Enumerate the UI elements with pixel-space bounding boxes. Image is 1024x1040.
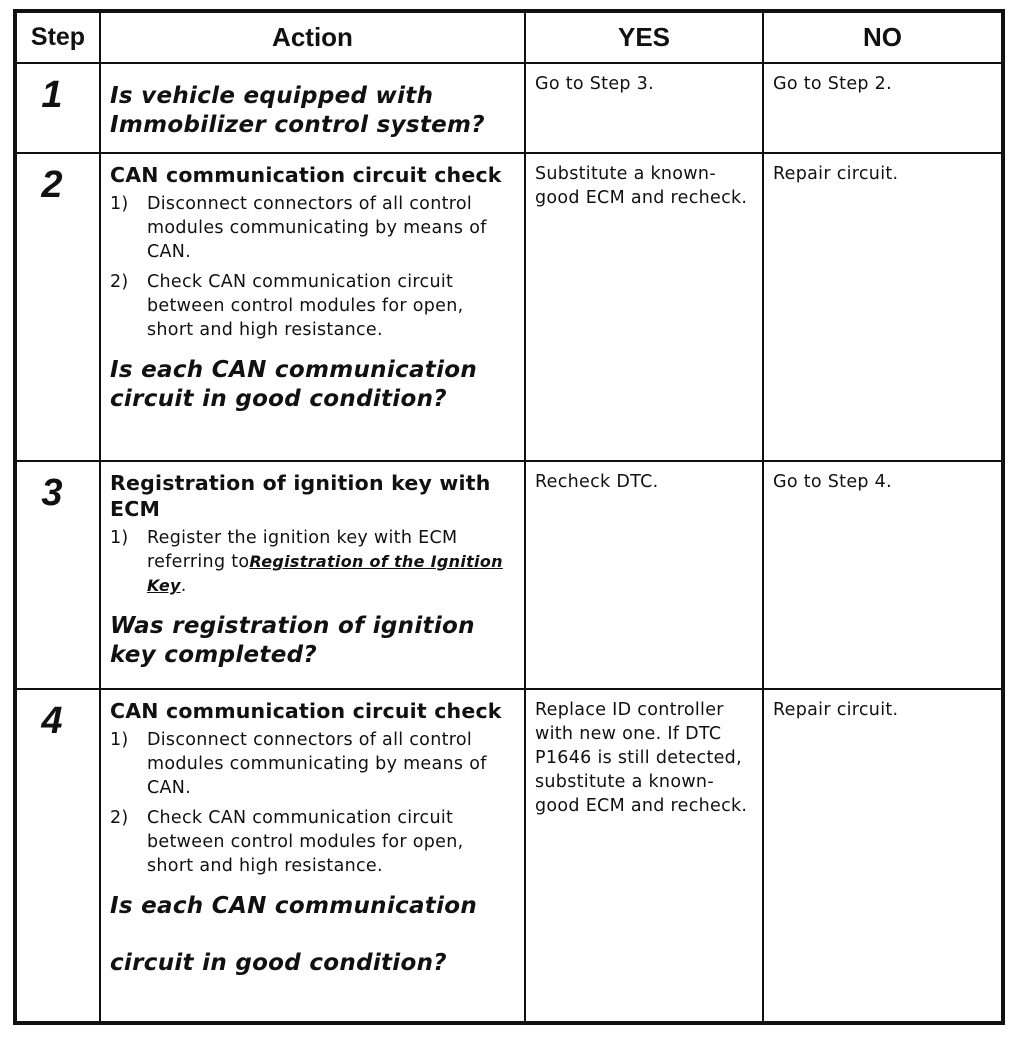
header-action: Action (100, 11, 525, 63)
table-row (15, 153, 1003, 461)
substep-text: Check CAN communication circuit between control modules for open, short and high resistance. (147, 808, 464, 876)
question-line-1: Is each CAN communication (110, 893, 478, 919)
substep-text: Register the ignition key with ECM referring to (147, 528, 458, 572)
substep-item (110, 806, 514, 878)
substep-text: Disconnect connectors of all control modules communicating by means of CAN. (147, 194, 487, 262)
question-line-2: circuit in good condition? (110, 950, 447, 976)
step-cell (15, 689, 100, 1023)
step-number: 2 (41, 164, 63, 206)
action-title: Registration of ignition key with ECM (110, 471, 491, 521)
no-cell (763, 689, 1003, 1023)
header-no: NO (763, 11, 1003, 63)
substep-number: 1) (110, 528, 129, 548)
yes-text: Substitute a known-good ECM and recheck. (535, 164, 748, 208)
no-text: Go to Step 4. (773, 472, 892, 492)
yes-text: Replace ID controller with new one. If DTC P1646 is still detected, substitute a known-good ECM and recheck. (535, 700, 748, 816)
yes-cell (525, 689, 763, 1023)
step-cell (15, 461, 100, 689)
header-yes: YES (525, 11, 763, 63)
yes-cell (525, 63, 763, 153)
no-cell (763, 153, 1003, 461)
no-cell (763, 63, 1003, 153)
action-cell (100, 63, 525, 153)
no-cell (763, 461, 1003, 689)
yes-text: Go to Step 3. (535, 74, 654, 94)
substep-text: Check CAN communication circuit between control modules for open, short and high resistance. (147, 272, 464, 340)
table-row (15, 461, 1003, 689)
step-number: 4 (41, 700, 63, 742)
registration-link[interactable]: Registration of the Ignition Key (147, 552, 503, 595)
step-cell (15, 63, 100, 153)
action-question (110, 892, 514, 978)
action-title: CAN communication circuit check (110, 163, 502, 187)
no-text: Go to Step 2. (773, 74, 892, 94)
substep-number: 2) (110, 272, 129, 292)
no-text: Repair circuit. (773, 700, 899, 720)
table-row (15, 689, 1003, 1023)
yes-cell (525, 461, 763, 689)
action-question: Was registration of ignition key completed? (110, 613, 475, 668)
yes-cell (525, 153, 763, 461)
action-question: Is vehicle equipped with Immobilizer control system? (110, 83, 485, 138)
header-row (15, 11, 1003, 63)
substep-number: 1) (110, 194, 129, 214)
action-cell (100, 153, 525, 461)
substep-item (110, 270, 514, 342)
step-cell (15, 153, 100, 461)
step-number: 3 (41, 472, 63, 514)
step-number: 1 (41, 74, 63, 116)
substep-text: Disconnect connectors of all control modules communicating by means of CAN. (147, 730, 487, 798)
action-cell (100, 689, 525, 1023)
substep-list (110, 192, 514, 342)
substep-number: 2) (110, 808, 129, 828)
substep-number: 1) (110, 730, 129, 750)
yes-text: Recheck DTC. (535, 472, 659, 492)
substep-list (110, 526, 514, 598)
action-question: Is each CAN communication circuit in good condition? (110, 357, 478, 412)
header-step: Step (15, 11, 100, 63)
diagnostic-table (13, 9, 1005, 1025)
action-cell (100, 461, 525, 689)
substep-item (110, 192, 514, 264)
substep-list (110, 728, 514, 878)
action-title: CAN communication circuit check (110, 699, 502, 723)
substep-item (110, 526, 514, 598)
no-text: Repair circuit. (773, 164, 899, 184)
substep-text-end: . (180, 576, 187, 596)
table-row (15, 63, 1003, 153)
substep-item (110, 728, 514, 800)
